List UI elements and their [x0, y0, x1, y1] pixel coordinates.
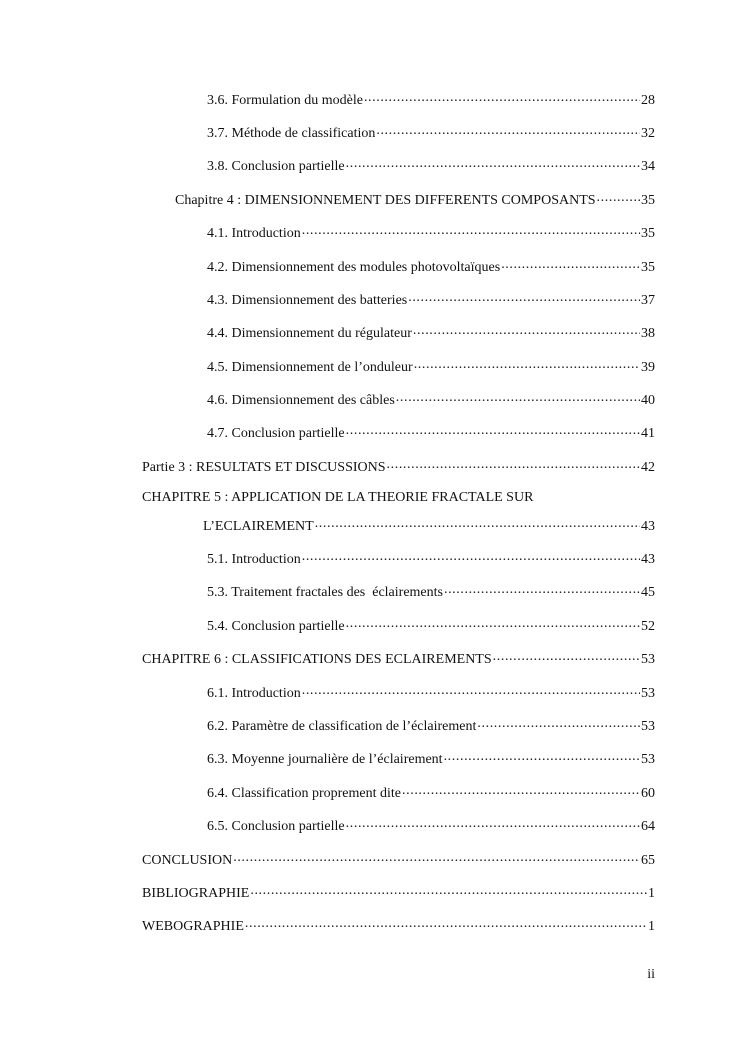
- toc-entry[interactable]: [142, 390, 655, 409]
- toc-entry-page: 1: [648, 919, 655, 934]
- toc-entry-page: 60: [641, 786, 655, 801]
- toc-entry-title: 4.4. Dimensionnement du régulateur: [207, 326, 412, 341]
- toc-entry[interactable]: [142, 156, 655, 175]
- toc-entry-page: 43: [641, 552, 655, 567]
- toc-entry-chapter-continued[interactable]: [142, 516, 655, 535]
- dot-leader: [302, 683, 640, 697]
- toc-entry-title: 3.8. Conclusion partielle: [207, 159, 345, 174]
- toc-entry-title: 3.7. Méthode de classification: [207, 126, 376, 141]
- dot-leader: [233, 850, 640, 864]
- dot-leader: [477, 716, 640, 730]
- toc-entry[interactable]: [142, 816, 655, 835]
- toc-entry-title-line1: CHAPITRE 5 : APPLICATION DE LA THEORIE FRACTALE SUR: [142, 490, 534, 505]
- dot-leader: [402, 783, 640, 797]
- toc-entry-title: 5.4. Conclusion partielle: [207, 619, 345, 634]
- toc-entry-chapter[interactable]: [142, 490, 655, 506]
- toc-entry-page: 53: [641, 686, 655, 701]
- toc-entry-part[interactable]: [142, 457, 655, 476]
- toc-entry-title: 4.3. Dimensionnement des batteries: [207, 293, 408, 308]
- toc-entry-title: 4.1. Introduction: [207, 226, 301, 241]
- dot-leader: [364, 90, 640, 104]
- toc-entry-title: 6.3. Moyenne journalière de l’éclairement: [207, 752, 443, 767]
- toc-entry-page: 35: [641, 260, 655, 275]
- toc-entry-title: 6.2. Paramètre de classification de l’éclairement: [207, 719, 477, 734]
- toc-entry-page: 28: [641, 93, 655, 108]
- toc-entry-title: Chapitre 4 : DIMENSIONNEMENT DES DIFFERENTS COMPOSANTS: [175, 193, 596, 208]
- toc-entry-title: 6.1. Introduction: [207, 686, 301, 701]
- toc-entry-title: CHAPITRE 6 : CLASSIFICATIONS DES ECLAIREMENTS: [142, 652, 492, 667]
- toc-entry-title: 4.7. Conclusion partielle: [207, 426, 345, 441]
- dot-leader: [413, 323, 640, 337]
- toc-entry-title: Partie 3 : RESULTATS ET DISCUSSIONS: [142, 460, 386, 475]
- toc-entry-title: 5.1. Introduction: [207, 552, 301, 567]
- toc-entry-page: 37: [641, 293, 655, 308]
- toc-entry[interactable]: [142, 582, 655, 601]
- toc-entry-page: 42: [641, 460, 655, 475]
- dot-leader: [493, 649, 640, 663]
- dot-leader: [315, 516, 640, 530]
- toc-entry[interactable]: [142, 749, 655, 768]
- toc-entry-page: 34: [641, 159, 655, 174]
- toc-entry-page: 38: [641, 326, 655, 341]
- toc-entry-title: 6.5. Conclusion partielle: [207, 819, 345, 834]
- dot-leader: [346, 156, 640, 170]
- toc-entry-chapter[interactable]: [142, 190, 655, 209]
- toc-entry-section[interactable]: [142, 850, 655, 869]
- toc-entry-page: 52: [641, 619, 655, 634]
- dot-leader: [444, 582, 640, 596]
- toc-entry-page: 53: [641, 719, 655, 734]
- toc-entry[interactable]: [142, 683, 655, 702]
- toc-entry-section[interactable]: [142, 883, 655, 902]
- dot-leader: [597, 190, 640, 204]
- toc-entry-page: 45: [641, 585, 655, 600]
- toc-entry-chapter[interactable]: [142, 649, 655, 668]
- toc-entry-title: BIBLIOGRAPHIE: [142, 886, 250, 901]
- toc-entry-title: 4.5. Dimensionnement de l’onduleur: [207, 360, 413, 375]
- toc-entry-title: 4.6. Dimensionnement des câbles: [207, 393, 395, 408]
- toc-entry-page: 32: [641, 126, 655, 141]
- toc-entry-page: 40: [641, 393, 655, 408]
- toc-entry-title: WEBOGRAPHIE: [142, 919, 244, 934]
- dot-leader: [302, 223, 640, 237]
- dot-leader: [444, 749, 640, 763]
- toc-entry[interactable]: [142, 323, 655, 342]
- dot-leader: [245, 916, 647, 930]
- toc-entry[interactable]: [142, 223, 655, 242]
- dot-leader: [302, 549, 640, 563]
- toc-entry-page: 64: [641, 819, 655, 834]
- dot-leader: [414, 357, 640, 371]
- toc-entry-page: 35: [641, 226, 655, 241]
- toc-entry-page: 39: [641, 360, 655, 375]
- toc-entry[interactable]: [142, 549, 655, 568]
- page-number: ii: [647, 967, 655, 982]
- toc-entry-page: 35: [641, 193, 655, 208]
- toc-entry[interactable]: [142, 357, 655, 376]
- toc-entry-section[interactable]: [142, 916, 655, 935]
- toc-entry-page: 41: [641, 426, 655, 441]
- toc-entry-page: 43: [641, 519, 655, 534]
- toc-entry[interactable]: [142, 616, 655, 635]
- toc-entry[interactable]: [142, 290, 655, 309]
- toc-entry-title: 5.3. Traitement fractales des éclairements: [207, 585, 443, 600]
- toc-entry[interactable]: [142, 123, 655, 142]
- toc-entry-page: 1: [648, 886, 655, 901]
- toc-entry-title: CONCLUSION: [142, 853, 233, 868]
- toc-entry-title: 4.2. Dimensionnement des modules photovoltaïques: [207, 260, 501, 275]
- dot-leader: [346, 423, 640, 437]
- toc-entry[interactable]: [142, 716, 655, 735]
- dot-leader: [250, 883, 647, 897]
- toc-entry-title: 3.6. Formulation du modèle: [207, 93, 363, 108]
- dot-leader: [346, 816, 640, 830]
- dot-leader: [387, 457, 640, 471]
- toc-entry[interactable]: [142, 90, 655, 109]
- toc-entry[interactable]: [142, 783, 655, 802]
- toc-entry-page: 53: [641, 752, 655, 767]
- dot-leader: [396, 390, 640, 404]
- toc-entry[interactable]: [142, 257, 655, 276]
- dot-leader: [346, 616, 640, 630]
- toc-entry-page: 65: [641, 853, 655, 868]
- toc-entry[interactable]: [142, 423, 655, 442]
- toc-entry-title-line2: L’ECLAIREMENT: [203, 519, 314, 534]
- toc-entry-title: 6.4. Classification proprement dite: [207, 786, 402, 801]
- dot-leader: [501, 257, 640, 271]
- toc-entry-page: 53: [641, 652, 655, 667]
- dot-leader: [376, 123, 640, 137]
- dot-leader: [408, 290, 640, 304]
